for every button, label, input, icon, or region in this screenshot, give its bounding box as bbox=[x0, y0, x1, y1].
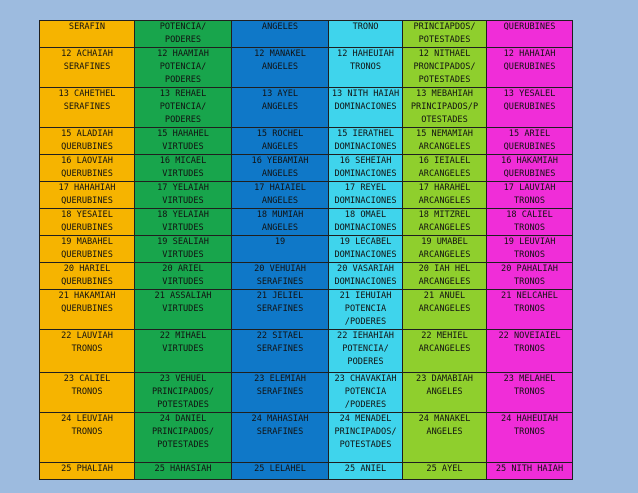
table-cell: 22 NOVEIAIEL TRONOS bbox=[487, 330, 573, 373]
table-cell: 18 YESAIEL QUERUBINES bbox=[40, 209, 135, 236]
table-cell: 22 IEHAHIAH POTENCIA/ PODERES bbox=[329, 330, 403, 373]
table-cell: 24 MAHASIAH SERAFINES bbox=[232, 413, 329, 463]
table-row bbox=[40, 48, 573, 88]
table-cell: 25 HAHASIAH bbox=[135, 463, 232, 480]
table-cell: 20 VASARIAH DOMINACIONES bbox=[329, 263, 403, 290]
table-cell: 25 NITH HAIAH bbox=[487, 463, 573, 480]
table-cell: 18 CALIEL TRONOS bbox=[487, 209, 573, 236]
table-cell: 13 NITH HAIAH DOMINACIONES bbox=[329, 88, 403, 128]
table-cell: 23 CALIEL TRONOS bbox=[40, 373, 135, 413]
table-cell: 24 LEUVIAH TRONOS bbox=[40, 413, 135, 463]
table-cell: 13 REHAEL POTENCIA/ PODERES bbox=[135, 88, 232, 128]
table-cell: 17 HARAHEL ARCANGELES bbox=[403, 182, 487, 209]
table-cell: 19 LEUVIAH TRONOS bbox=[487, 236, 573, 263]
table-cell: 16 SEHEIAH DOMINACIONES bbox=[329, 155, 403, 182]
table-cell: 12 HAHAIAH QUERUBINES bbox=[487, 48, 573, 88]
angel-table bbox=[39, 20, 573, 480]
table-cell: 15 IERATHEL DOMINACIONES bbox=[329, 128, 403, 155]
table-cell: 16 HAKAMIAH QUERUBINES bbox=[487, 155, 573, 182]
table-cell: 22 LAUVIAH TRONOS bbox=[40, 330, 135, 373]
table-cell: 13 YESALEL QUERUBINES bbox=[487, 88, 573, 128]
table-cell: 18 YELAIAH VIRTUDES bbox=[135, 209, 232, 236]
table-row bbox=[40, 373, 573, 413]
table-cell: 23 ELEMIAH SERAFINES bbox=[232, 373, 329, 413]
table-cell: 19 UMABEL ARCANGELES bbox=[403, 236, 487, 263]
header-cell: PRINCIAPDOS/ POTESTADES bbox=[403, 21, 487, 48]
table-row bbox=[40, 182, 573, 209]
header-cell: QUERUBINES bbox=[487, 21, 573, 48]
table-row bbox=[40, 88, 573, 128]
table-cell: 15 ARIEL QUERUBINES bbox=[487, 128, 573, 155]
table-cell: 12 ACHAIAH SERAFINES bbox=[40, 48, 135, 88]
table-cell: 15 ALADIAH QUERUBINES bbox=[40, 128, 135, 155]
table-cell: 20 PAHALIAH TRONOS bbox=[487, 263, 573, 290]
table-row bbox=[40, 128, 573, 155]
table-cell: 22 SITAEL SERAFINES bbox=[232, 330, 329, 373]
table-cell: 19 bbox=[232, 236, 329, 263]
table-cell: 20 VEHUIAH SERAFINES bbox=[232, 263, 329, 290]
table-cell: 20 HARIEL QUERUBINES bbox=[40, 263, 135, 290]
header-cell: TRONO bbox=[329, 21, 403, 48]
table-cell: 22 MIHAEL VIRTUDES bbox=[135, 330, 232, 373]
table-cell: 12 MANAKEL ANGELES bbox=[232, 48, 329, 88]
table-cell: 22 MEHIEL ARCANGELES bbox=[403, 330, 487, 373]
table-cell: 21 HAKAMIAH QUERUBINES bbox=[40, 290, 135, 330]
table-cell: 21 ASSALIAH VIRTUDES bbox=[135, 290, 232, 330]
table-cell: 13 MEBAHIAH PRINCIPADOS/P OTESTADES bbox=[403, 88, 487, 128]
table-row bbox=[40, 330, 573, 373]
table-cell: 23 CHAVAKIAH POTENCIA /PODERES bbox=[329, 373, 403, 413]
table-row bbox=[40, 236, 573, 263]
table-cell: 24 MANAKEL ANGELES bbox=[403, 413, 487, 463]
table-row bbox=[40, 209, 573, 236]
table-cell: 24 DANIEL PRINCIPADOS/ POTESTADES bbox=[135, 413, 232, 463]
table-cell: 25 ANIEL bbox=[329, 463, 403, 480]
table-cell: 16 IEIALEL ARCANGELES bbox=[403, 155, 487, 182]
table-cell: 13 AYEL ANGELES bbox=[232, 88, 329, 128]
table-cell: 15 HAHAHEL VIRTUDES bbox=[135, 128, 232, 155]
table-cell: 15 ROCHEL ANGELES bbox=[232, 128, 329, 155]
table-cell: 25 AYEL bbox=[403, 463, 487, 480]
table-row bbox=[40, 290, 573, 330]
header-cell: POTENCIA/ PODERES bbox=[135, 21, 232, 48]
table-cell: 20 ARIEL VIRTUDES bbox=[135, 263, 232, 290]
table-cell: 19 LECABEL DOMINACIONES bbox=[329, 236, 403, 263]
table-cell: 16 YEBAMIAH ANGELES bbox=[232, 155, 329, 182]
table-cell: 25 PHALIAH bbox=[40, 463, 135, 480]
table-cell: 17 HAIAIEL ANGELES bbox=[232, 182, 329, 209]
table-cell: 18 MUMIAH ANGELES bbox=[232, 209, 329, 236]
table-cell: 12 HAHEUIAH TRONOS bbox=[329, 48, 403, 88]
table-cell: 21 NELCAHEL TRONOS bbox=[487, 290, 573, 330]
table-cell: 23 MELAHEL TRONOS bbox=[487, 373, 573, 413]
table-cell: 24 MENADEL PRINCIPADOS/ POTESTADES bbox=[329, 413, 403, 463]
table-row bbox=[40, 155, 573, 182]
table-cell: 21 IEHUIAH POTENCIA /PODERES bbox=[329, 290, 403, 330]
header-cell: ANGELES bbox=[232, 21, 329, 48]
table-cell: 17 LAUVIAH TRONOS bbox=[487, 182, 573, 209]
table-cell: 23 VEHUEL PRINCIPADOS/ POTESTADES bbox=[135, 373, 232, 413]
table-cell: 18 MITZREL ARCANGELES bbox=[403, 209, 487, 236]
table-cell: 12 HAAMIAH POTENCIA/ PODERES bbox=[135, 48, 232, 88]
table-cell: 20 IAH HEL ARCANGELES bbox=[403, 263, 487, 290]
header-row bbox=[40, 21, 573, 48]
table-cell: 17 YELAIAH VIRTUDES bbox=[135, 182, 232, 209]
table-cell: 13 CAHETHEL SERAFINES bbox=[40, 88, 135, 128]
table-cell: 21 ANUEL ARCANGELES bbox=[403, 290, 487, 330]
table-row bbox=[40, 413, 573, 463]
table-cell: 25 LELAHEL bbox=[232, 463, 329, 480]
table-row bbox=[40, 263, 573, 290]
table-cell: 19 SEALIAH VIRTUDES bbox=[135, 236, 232, 263]
angel-table-body bbox=[40, 21, 573, 480]
table-cell: 21 JELIEL SERAFINES bbox=[232, 290, 329, 330]
table-row bbox=[40, 463, 573, 480]
table-cell: 17 REYEL DOMINACIONES bbox=[329, 182, 403, 209]
table-cell: 23 DAMABIAH ANGELES bbox=[403, 373, 487, 413]
table-cell: 12 NITHAEL PRONCIPADOS/ POTESTADES bbox=[403, 48, 487, 88]
header-cell: SERAFIN bbox=[40, 21, 135, 48]
table-cell: 16 LAOVIAH QUERUBINES bbox=[40, 155, 135, 182]
table-cell: 19 MABAHEL QUERUBINES bbox=[40, 236, 135, 263]
table-cell: 17 HAHAHIAH QUERUBINES bbox=[40, 182, 135, 209]
table-cell: 15 NEMAMIAH ARCANGELES bbox=[403, 128, 487, 155]
table-cell: 24 HAHEUIAH TRONOS bbox=[487, 413, 573, 463]
table-cell: 18 OMAEL DOMINACIONES bbox=[329, 209, 403, 236]
table-cell: 16 MICAEL VIRTUDES bbox=[135, 155, 232, 182]
